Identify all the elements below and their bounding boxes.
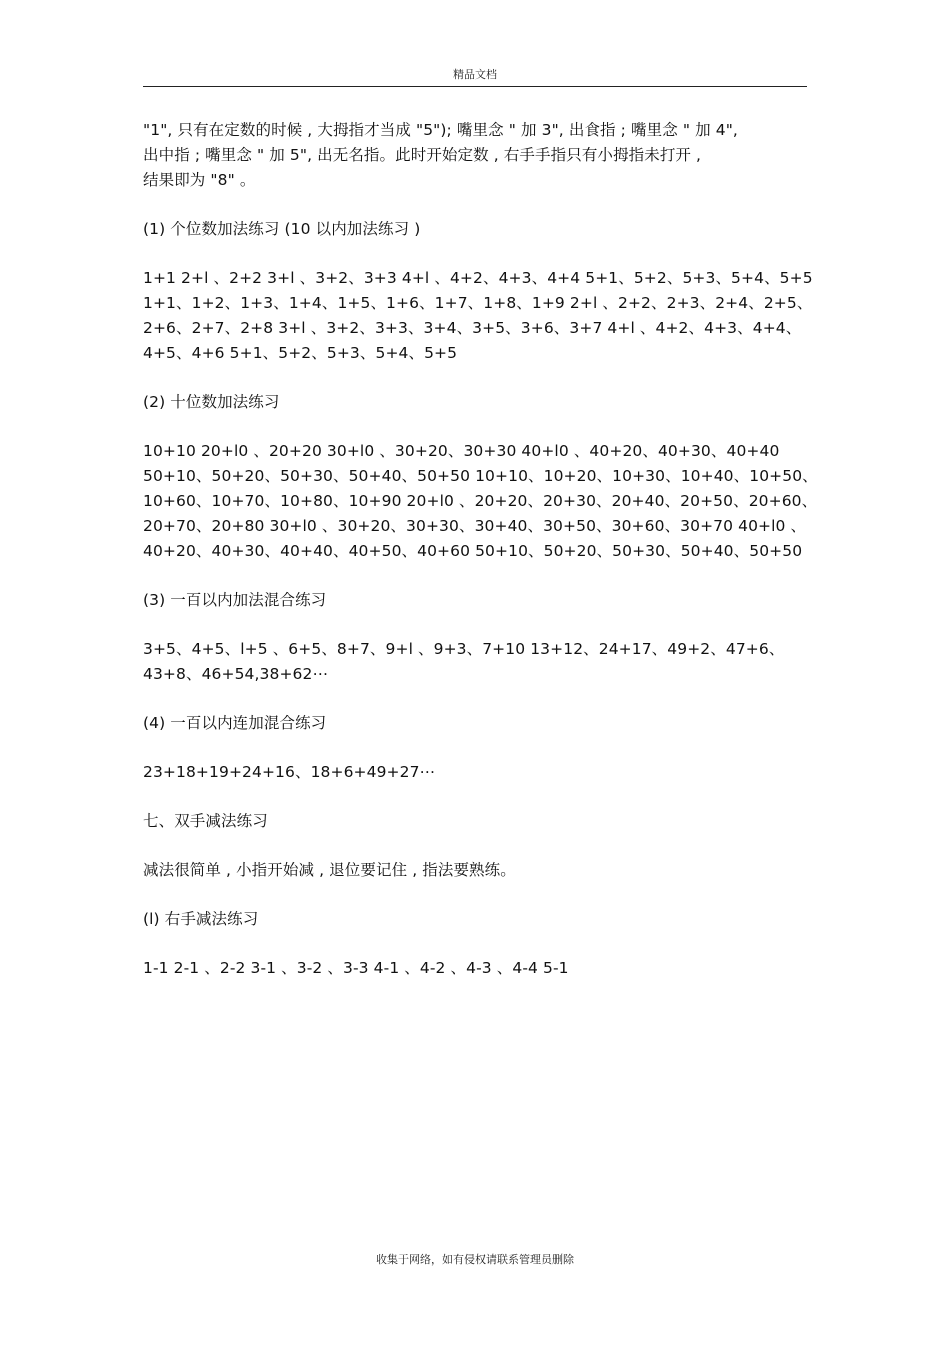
section-4-exercises xyxy=(143,760,813,785)
intro-line: 出中指 ; 嘴里念 " 加 5", 出无名指。此时开始定数 , 右手手指只有小拇指未打开 , xyxy=(143,146,702,164)
exercise-line: 23+18+19+24+16、18+6+49+27⋯ xyxy=(143,763,436,781)
exercise-line: 2+6、2+7、2+8 3+l 、3+2、3+3、3+4、3+5、3+6、3+7 4+l 、4+2、4+3、4+4、 xyxy=(143,319,802,337)
section-2-heading: (2) 十位数加法练习 xyxy=(143,393,280,411)
section-7-1-heading: (l) 右手减法练习 xyxy=(143,910,259,928)
intro-line: "1", 只有在定数的时候 , 大拇指才当成 "5"); 嘴里念 " 加 3", 出食指 ; 嘴里念 " 加 4", xyxy=(143,121,738,139)
exercise-line: 10+10 20+l0 、20+20 30+l0 、30+20、30+30 40+l0 、40+20、40+30、40+40 xyxy=(143,442,780,460)
exercise-line: 40+20、40+30、40+40、40+50、40+60 50+10、50+20、50+30、50+40、50+50 xyxy=(143,542,803,560)
exercise-line: 1+1 2+l 、2+2 3+l 、3+2、3+3 4+l 、4+2、4+3、4+4 5+1、5+2、5+3、5+4、5+5 xyxy=(143,269,813,287)
intro-line: 结果即为 "8" 。 xyxy=(143,171,256,189)
section-1-exercises xyxy=(143,266,813,366)
document-body xyxy=(143,118,818,1005)
section-7-intro: 减法很简单 , 小指开始减 , 退位要记住 , 指法要熟练。 xyxy=(143,861,516,879)
header-divider xyxy=(143,86,807,87)
section-3-exercises xyxy=(143,637,813,687)
section-7-heading: 七、双手减法练习 xyxy=(143,812,268,830)
page-header: 精品文档 xyxy=(453,68,497,81)
section-1-heading: (1) 个位数加法练习 (10 以内加法练习 ) xyxy=(143,220,421,238)
exercise-line: 10+60、10+70、10+80、10+90 20+l0 、20+20、20+30、20+40、20+50、20+60、 xyxy=(143,492,818,510)
exercise-line: 50+10、50+20、50+30、50+40、50+50 10+10、10+20、10+30、10+40、10+50、 xyxy=(143,467,818,485)
section-7-1-exercises xyxy=(143,956,813,981)
page-footer: 收集于网络，如有侵权请联系管理员删除 xyxy=(376,1253,574,1266)
exercise-line: 4+5、4+6 5+1、5+2、5+3、5+4、5+5 xyxy=(143,344,458,362)
exercise-line: 1+1、1+2、1+3、1+4、1+5、1+6、1+7、1+8、1+9 2+l 、2+2、2+3、2+4、2+5、 xyxy=(143,294,813,312)
intro-paragraph xyxy=(143,118,813,193)
exercise-line: 3+5、4+5、l+5 、6+5、8+7、9+l 、9+3、7+10 13+12、24+17、49+2、47+6、 xyxy=(143,640,785,658)
exercise-line: 20+70、20+80 30+l0 、30+20、30+30、30+40、30+50、30+60、30+70 40+l0 、 xyxy=(143,517,807,535)
section-4-heading: (4) 一百以内连加混合练习 xyxy=(143,714,327,732)
exercise-line: 1-1 2-1 、2-2 3-1 、3-2 、3-3 4-1 、4-2 、4-3 、4-4 5-1 xyxy=(143,959,569,977)
exercise-line: 43+8、46+54,38+62⋯ xyxy=(143,665,329,683)
section-2-exercises xyxy=(143,439,818,564)
section-3-heading: (3) 一百以内加法混合练习 xyxy=(143,591,327,609)
